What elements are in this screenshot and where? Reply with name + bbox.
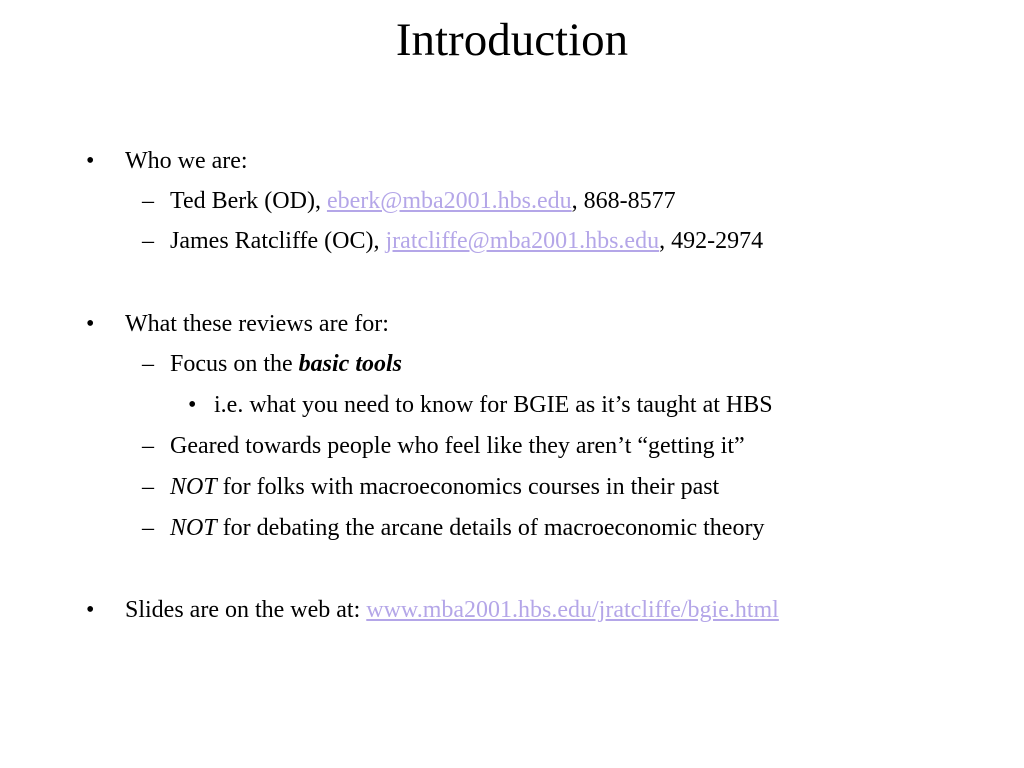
bullet-marker: • — [86, 597, 95, 623]
james-email-link[interactable]: jratcliffe@mba2001.hbs.edu — [385, 228, 660, 254]
bullet-who-we-are: Who we are: — [125, 148, 248, 174]
dash-marker: – — [142, 351, 154, 377]
not-emphasis: NOT — [170, 474, 217, 500]
sub-bullet-ted — [170, 186, 676, 216]
bullet-marker: • — [188, 392, 197, 418]
dash-marker: – — [142, 433, 154, 459]
slide-title: Introduction — [395, 14, 629, 66]
slides-url-link[interactable]: www.mba2001.hbs.edu/jratcliffe/bgie.html — [366, 597, 779, 623]
not-folks-text: for folks with macroeconomics courses in their past — [216, 474, 720, 500]
not-debating-text: for debating the arcane details of macroeconomic theory — [216, 515, 765, 541]
sub-bullet-geared: Geared towards people who feel like they aren’t “getting it” — [170, 433, 745, 459]
sub-bullet-james — [170, 226, 763, 256]
ted-email-link[interactable]: eberk@mba2001.hbs.edu — [326, 188, 572, 214]
james-phone: , 492-2974 — [659, 228, 764, 254]
bullet-marker: • — [86, 311, 95, 337]
sub-bullet-focus — [170, 349, 402, 379]
sub-bullet-not-folks — [170, 472, 719, 502]
dash-marker: – — [142, 228, 154, 254]
dash-marker: – — [142, 474, 154, 500]
focus-emphasis: basic tools — [298, 351, 403, 377]
sub-sub-bullet-focus-detail: i.e. what you need to know for BGIE as it’s taught at HBS — [214, 392, 773, 418]
bullet-what-reviews-for: What these reviews are for: — [125, 311, 389, 337]
sub-bullet-not-debating — [170, 513, 764, 543]
ted-name: Ted Berk (OD), — [170, 188, 327, 214]
bullet-marker: • — [86, 148, 95, 174]
bullet-slides-web — [125, 595, 779, 625]
slides-prefix: Slides are on the web at: — [125, 597, 367, 623]
dash-marker: – — [142, 515, 154, 541]
focus-prefix: Focus on the — [170, 351, 299, 377]
ted-phone: , 868-8577 — [571, 188, 676, 214]
james-name: James Ratcliffe (OC), — [170, 228, 386, 254]
dash-marker: – — [142, 188, 154, 214]
not-emphasis: NOT — [170, 515, 217, 541]
